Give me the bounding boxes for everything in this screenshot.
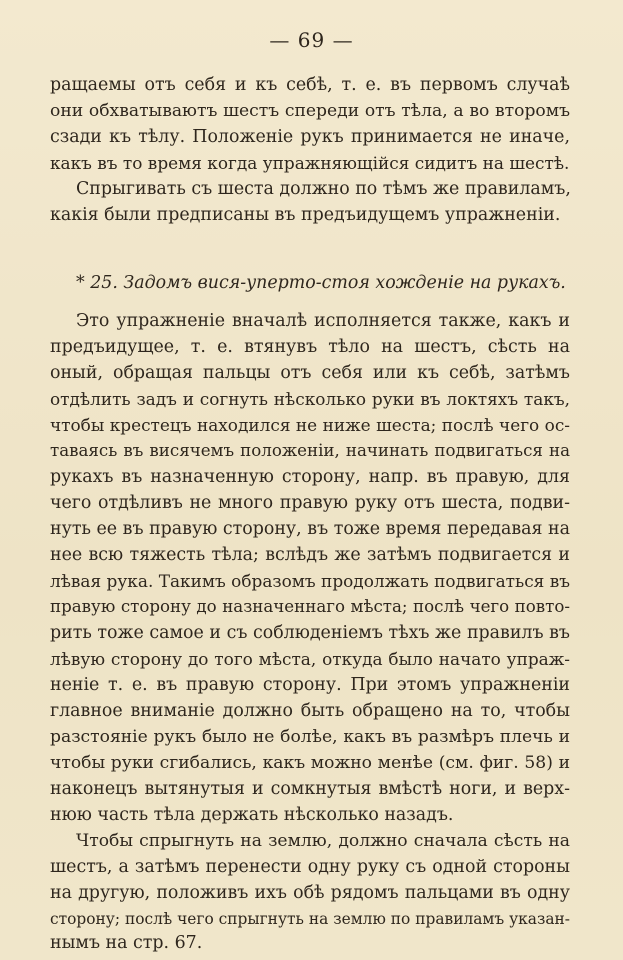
text-line: чтобы крестецъ находился не ниже шеста; послѣ чего ос- <box>50 415 570 435</box>
text-line: лѣвую сторону до того мѣста, откуда было начато упраж- <box>50 649 570 669</box>
text-line: сторону; послѣ чего спрыгнуть на землю по правиламъ указан- <box>50 910 570 928</box>
text-line: нуть ее въ правую сторону, въ тоже время передавая на <box>50 519 570 539</box>
text-line: какъ въ то время когда упражняющійся сидитъ на шестѣ. <box>50 153 570 173</box>
text-line: оный, обращая пальцы отъ себя или къ себѣ, затѣмъ <box>50 363 570 383</box>
text-line: нюю часть тѣла держать нѣсколько назадъ. <box>50 805 454 825</box>
text-line: предъидущее, т. е. втянувъ тѣло на шестъ, сѣсть на <box>50 337 570 357</box>
text-line: Чтобы спрыгнуть на землю, должно сначала сѣсть на <box>76 831 570 851</box>
text-line: рить тоже самое и съ соблюденіемъ тѣхъ же правилъ въ <box>50 623 570 643</box>
text-line: какія были предписаны въ предъидущемъ упражненіи. <box>50 205 561 225</box>
text-line: правую сторону до назначеннаго мѣста; послѣ чего повто- <box>50 597 570 616</box>
text-line: таваясь въ висячемъ положеніи, начинать подвигаться на <box>50 441 570 460</box>
text-line: отдѣлить задъ и согнуть нѣсколько руки въ локтяхъ такъ, <box>50 389 570 409</box>
text-line: они обхватываютъ шестъ спереди отъ тѣла, а во второмъ <box>50 101 570 121</box>
text-line: разстояніе рукъ было не болѣе, какъ въ размѣръ плечь и <box>50 727 570 747</box>
text-line: Это упражненіе вначалѣ исполняется также, какъ и <box>76 311 570 331</box>
text-line: чтобы руки сгибались, какъ можно менѣе (см. фиг. 58) и <box>50 753 570 773</box>
text-line: наконецъ вытянутыя и сомкнутыя вмѣстѣ ноги, и верх- <box>50 779 570 799</box>
text-line: рукахъ въ назначенную сторону, напр. въ правую, для <box>50 467 570 487</box>
text-line: нее всю тяжесть тѣла; вслѣдъ же затѣмъ подвигается и <box>50 545 570 565</box>
text-line: ращаемы отъ себя и къ себѣ, т. е. въ первомъ случаѣ <box>50 75 570 95</box>
text-line: нымъ на стр. 67. <box>50 933 203 953</box>
section-heading: * 25. Задомъ вися-уперто-стоя хожденіе на рукахъ. <box>76 273 566 293</box>
text-line: лѣвая рука. Такимъ образомъ продолжать подвигаться въ <box>50 571 570 591</box>
text-line: Спрыгивать съ шеста должно по тѣмъ же правиламъ, <box>76 179 571 199</box>
text-line: главное вниманіе должно быть обращено на то, чтобы <box>50 701 570 721</box>
page-number: — 69 — <box>269 28 354 52</box>
text-line: сзади къ тѣлу. Положеніе рукъ принимается не иначе, <box>50 127 570 147</box>
text-line: на другую, положивъ ихъ обѣ рядомъ пальцами въ одну <box>50 883 570 903</box>
text-line: неніе т. е. въ правую сторону. При этомъ упражненіи <box>50 675 570 695</box>
text-line: шестъ, а затѣмъ перенести одну руку съ одной стороны <box>50 857 570 877</box>
text-line: чего отдѣливъ не много правую руку отъ шеста, подви- <box>50 493 570 513</box>
